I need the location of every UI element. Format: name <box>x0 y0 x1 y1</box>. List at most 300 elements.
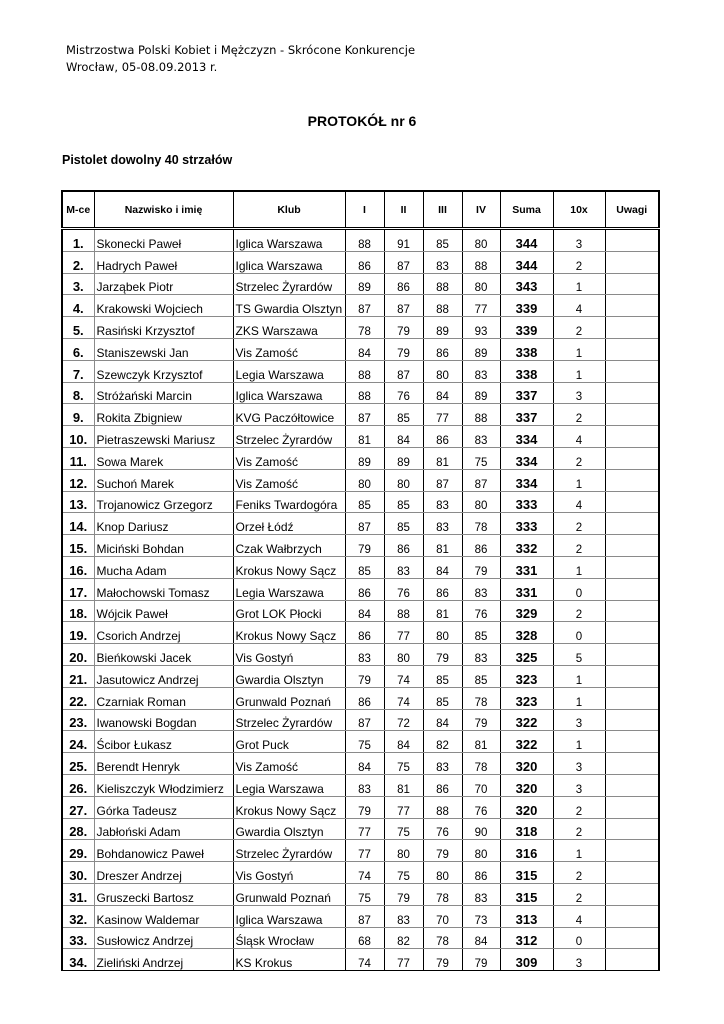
notes-cell <box>605 796 659 818</box>
total-cell: 334 <box>500 447 553 469</box>
series-3-cell: 86 <box>423 426 462 448</box>
name-cell: Wójcik Paweł <box>94 600 233 622</box>
series-2-cell: 83 <box>384 556 423 578</box>
series-2-cell: 74 <box>384 665 423 687</box>
series-4-cell: 93 <box>462 317 500 339</box>
club-cell: Feniks Twardogóra <box>233 491 345 513</box>
series-4-cell: 75 <box>462 447 500 469</box>
series-3-cell: 79 <box>423 949 462 971</box>
series-3-cell: 83 <box>423 753 462 775</box>
series-2-cell: 77 <box>384 949 423 971</box>
series-1-cell: 84 <box>345 338 384 360</box>
series-3-cell: 83 <box>423 513 462 535</box>
place-cell: 15. <box>62 535 94 557</box>
series-2-cell: 80 <box>384 840 423 862</box>
club-cell: Gwardia Olsztyn <box>233 665 345 687</box>
series-3-cell: 79 <box>423 840 462 862</box>
total-cell: 328 <box>500 622 553 644</box>
series-2-cell: 85 <box>384 491 423 513</box>
series-2-cell: 83 <box>384 905 423 927</box>
table-row <box>62 927 659 949</box>
total-cell: 320 <box>500 796 553 818</box>
series-1-cell: 83 <box>345 644 384 666</box>
series-2-cell: 87 <box>384 295 423 317</box>
club-cell: TS Gwardia Olsztyn <box>233 295 345 317</box>
total-cell: 315 <box>500 862 553 884</box>
club-cell: Legia Warszawa <box>233 578 345 600</box>
table-row <box>62 513 659 535</box>
series-1-cell: 86 <box>345 687 384 709</box>
series-3-cell: 86 <box>423 338 462 360</box>
name-cell: Berendt Henryk <box>94 753 233 775</box>
total-cell: 323 <box>500 665 553 687</box>
total-cell: 334 <box>500 469 553 491</box>
inner-tens-cell: 0 <box>553 622 605 644</box>
name-cell: Zieliński Andrzej <box>94 949 233 971</box>
notes-cell <box>605 295 659 317</box>
inner-tens-cell: 2 <box>553 818 605 840</box>
place-cell: 33. <box>62 927 94 949</box>
table-row <box>62 796 659 818</box>
series-2-cell: 79 <box>384 883 423 905</box>
club-cell: Orzeł Łódź <box>233 513 345 535</box>
name-cell: Małochowski Tomasz <box>94 578 233 600</box>
inner-tens-cell: 1 <box>553 556 605 578</box>
inner-tens-cell: 4 <box>553 905 605 927</box>
series-2-cell: 76 <box>384 382 423 404</box>
club-cell: Vis Zamość <box>233 753 345 775</box>
name-cell: Rasiński Krzysztof <box>94 317 233 339</box>
table-row <box>62 469 659 491</box>
series-2-cell: 87 <box>384 251 423 273</box>
series-4-cell: 83 <box>462 360 500 382</box>
notes-cell <box>605 578 659 600</box>
club-cell: Strzelec Żyrardów <box>233 426 345 448</box>
results-body <box>62 229 659 971</box>
series-4-cell: 78 <box>462 687 500 709</box>
series-4-cell: 73 <box>462 905 500 927</box>
series-1-cell: 84 <box>345 600 384 622</box>
place-cell: 19. <box>62 622 94 644</box>
series-2-cell: 75 <box>384 862 423 884</box>
place-cell: 18. <box>62 600 94 622</box>
series-2-cell: 79 <box>384 317 423 339</box>
column-header-series-4: IV <box>462 191 500 229</box>
series-3-cell: 85 <box>423 687 462 709</box>
notes-cell <box>605 251 659 273</box>
place-cell: 21. <box>62 665 94 687</box>
series-2-cell: 77 <box>384 796 423 818</box>
table-row <box>62 535 659 557</box>
series-4-cell: 77 <box>462 295 500 317</box>
series-4-cell: 86 <box>462 535 500 557</box>
place-cell: 11. <box>62 447 94 469</box>
inner-tens-cell: 3 <box>553 229 605 252</box>
place-cell: 12. <box>62 469 94 491</box>
notes-cell <box>605 447 659 469</box>
series-4-cell: 83 <box>462 644 500 666</box>
name-cell: Sowa Marek <box>94 447 233 469</box>
series-4-cell: 70 <box>462 774 500 796</box>
series-3-cell: 80 <box>423 360 462 382</box>
inner-tens-cell: 4 <box>553 295 605 317</box>
total-cell: 320 <box>500 774 553 796</box>
name-cell: Bieńkowski Jacek <box>94 644 233 666</box>
total-cell: 329 <box>500 600 553 622</box>
series-3-cell: 88 <box>423 796 462 818</box>
notes-cell <box>605 491 659 513</box>
series-4-cell: 83 <box>462 883 500 905</box>
table-row <box>62 338 659 360</box>
table-row <box>62 600 659 622</box>
table-row <box>62 426 659 448</box>
place-cell: 20. <box>62 644 94 666</box>
notes-cell <box>605 883 659 905</box>
notes-cell <box>605 622 659 644</box>
series-3-cell: 70 <box>423 905 462 927</box>
series-1-cell: 87 <box>345 709 384 731</box>
total-cell: 339 <box>500 295 553 317</box>
place-cell: 27. <box>62 796 94 818</box>
inner-tens-cell: 4 <box>553 491 605 513</box>
club-cell: Strzelec Żyrardów <box>233 709 345 731</box>
table-row <box>62 622 659 644</box>
name-cell: Hadrych Paweł <box>94 251 233 273</box>
name-cell: Suchoń Marek <box>94 469 233 491</box>
table-row <box>62 753 659 775</box>
place-cell: 23. <box>62 709 94 731</box>
series-1-cell: 75 <box>345 731 384 753</box>
total-cell: 333 <box>500 491 553 513</box>
table-row <box>62 295 659 317</box>
name-cell: Mucha Adam <box>94 556 233 578</box>
name-cell: Csorich Andrzej <box>94 622 233 644</box>
series-3-cell: 84 <box>423 709 462 731</box>
table-row <box>62 665 659 687</box>
series-4-cell: 79 <box>462 556 500 578</box>
inner-tens-cell: 1 <box>553 469 605 491</box>
table-row <box>62 774 659 796</box>
table-row <box>62 949 659 971</box>
series-3-cell: 80 <box>423 862 462 884</box>
notes-cell <box>605 665 659 687</box>
club-cell: Iglica Warszawa <box>233 382 345 404</box>
table-row <box>62 251 659 273</box>
notes-cell <box>605 862 659 884</box>
place-cell: 24. <box>62 731 94 753</box>
document-header <box>66 42 415 76</box>
series-4-cell: 80 <box>462 273 500 295</box>
table-row <box>62 578 659 600</box>
total-cell: 323 <box>500 687 553 709</box>
place-cell: 7. <box>62 360 94 382</box>
series-1-cell: 79 <box>345 796 384 818</box>
name-cell: Krakowski Wojciech <box>94 295 233 317</box>
notes-cell <box>605 535 659 557</box>
name-cell: Miciński Bohdan <box>94 535 233 557</box>
place-cell: 17. <box>62 578 94 600</box>
place-cell: 28. <box>62 818 94 840</box>
notes-cell <box>605 687 659 709</box>
series-3-cell: 80 <box>423 622 462 644</box>
inner-tens-cell: 2 <box>553 317 605 339</box>
series-4-cell: 84 <box>462 927 500 949</box>
series-3-cell: 81 <box>423 535 462 557</box>
series-1-cell: 77 <box>345 818 384 840</box>
inner-tens-cell: 1 <box>553 687 605 709</box>
total-cell: 309 <box>500 949 553 971</box>
notes-cell <box>605 426 659 448</box>
event-location-date: Wrocław, 05-08.09.2013 r. <box>66 60 218 74</box>
inner-tens-cell: 5 <box>553 644 605 666</box>
inner-tens-cell: 2 <box>553 883 605 905</box>
column-header-series-2: II <box>384 191 423 229</box>
name-cell: Bohdanowicz Paweł <box>94 840 233 862</box>
name-cell: Jabłoński Adam <box>94 818 233 840</box>
name-cell: Dreszer Andrzej <box>94 862 233 884</box>
place-cell: 10. <box>62 426 94 448</box>
club-cell: Legia Warszawa <box>233 774 345 796</box>
series-4-cell: 78 <box>462 513 500 535</box>
place-cell: 32. <box>62 905 94 927</box>
series-1-cell: 88 <box>345 382 384 404</box>
inner-tens-cell: 1 <box>553 840 605 862</box>
series-1-cell: 79 <box>345 665 384 687</box>
series-1-cell: 87 <box>345 905 384 927</box>
name-cell: Trojanowicz Grzegorz <box>94 491 233 513</box>
name-cell: Iwanowski Bogdan <box>94 709 233 731</box>
notes-cell <box>605 949 659 971</box>
series-4-cell: 80 <box>462 229 500 252</box>
inner-tens-cell: 1 <box>553 338 605 360</box>
place-cell: 3. <box>62 273 94 295</box>
series-2-cell: 85 <box>384 404 423 426</box>
series-1-cell: 68 <box>345 927 384 949</box>
series-4-cell: 86 <box>462 862 500 884</box>
series-2-cell: 84 <box>384 426 423 448</box>
place-cell: 22. <box>62 687 94 709</box>
series-4-cell: 87 <box>462 469 500 491</box>
inner-tens-cell: 0 <box>553 578 605 600</box>
series-3-cell: 89 <box>423 317 462 339</box>
club-cell: Grunwald Poznań <box>233 687 345 709</box>
table-row <box>62 317 659 339</box>
inner-tens-cell: 3 <box>553 753 605 775</box>
series-3-cell: 85 <box>423 229 462 252</box>
series-4-cell: 89 <box>462 338 500 360</box>
series-3-cell: 87 <box>423 469 462 491</box>
series-2-cell: 80 <box>384 469 423 491</box>
notes-cell <box>605 513 659 535</box>
series-1-cell: 86 <box>345 578 384 600</box>
total-cell: 322 <box>500 709 553 731</box>
notes-cell <box>605 731 659 753</box>
series-4-cell: 78 <box>462 753 500 775</box>
total-cell: 334 <box>500 426 553 448</box>
series-4-cell: 83 <box>462 426 500 448</box>
place-cell: 2. <box>62 251 94 273</box>
club-cell: Krokus Nowy Sącz <box>233 622 345 644</box>
series-4-cell: 81 <box>462 731 500 753</box>
series-2-cell: 81 <box>384 774 423 796</box>
series-3-cell: 83 <box>423 251 462 273</box>
club-cell: Gwardia Olsztyn <box>233 818 345 840</box>
series-3-cell: 84 <box>423 556 462 578</box>
notes-cell <box>605 905 659 927</box>
inner-tens-cell: 2 <box>553 862 605 884</box>
notes-cell <box>605 382 659 404</box>
series-1-cell: 84 <box>345 753 384 775</box>
series-1-cell: 74 <box>345 949 384 971</box>
column-header-club: Klub <box>233 191 345 229</box>
series-1-cell: 86 <box>345 251 384 273</box>
notes-cell <box>605 818 659 840</box>
series-1-cell: 77 <box>345 840 384 862</box>
series-4-cell: 76 <box>462 600 500 622</box>
table-row <box>62 447 659 469</box>
inner-tens-cell: 2 <box>553 600 605 622</box>
table-row <box>62 556 659 578</box>
name-cell: Górka Tadeusz <box>94 796 233 818</box>
series-3-cell: 77 <box>423 404 462 426</box>
series-2-cell: 79 <box>384 338 423 360</box>
series-1-cell: 80 <box>345 469 384 491</box>
series-2-cell: 75 <box>384 818 423 840</box>
series-3-cell: 86 <box>423 774 462 796</box>
series-2-cell: 82 <box>384 927 423 949</box>
inner-tens-cell: 4 <box>553 426 605 448</box>
notes-cell <box>605 774 659 796</box>
table-row <box>62 273 659 295</box>
inner-tens-cell: 3 <box>553 709 605 731</box>
series-1-cell: 87 <box>345 295 384 317</box>
series-3-cell: 84 <box>423 382 462 404</box>
series-3-cell: 86 <box>423 578 462 600</box>
series-1-cell: 75 <box>345 883 384 905</box>
club-cell: Vis Zamość <box>233 338 345 360</box>
table-row <box>62 360 659 382</box>
club-cell: Grunwald Poznań <box>233 883 345 905</box>
club-cell: Grot Puck <box>233 731 345 753</box>
place-cell: 9. <box>62 404 94 426</box>
place-cell: 29. <box>62 840 94 862</box>
series-1-cell: 83 <box>345 774 384 796</box>
series-1-cell: 78 <box>345 317 384 339</box>
series-4-cell: 85 <box>462 665 500 687</box>
club-cell: Vis Zamość <box>233 469 345 491</box>
table-row <box>62 731 659 753</box>
series-1-cell: 89 <box>345 273 384 295</box>
series-4-cell: 80 <box>462 491 500 513</box>
total-cell: 322 <box>500 731 553 753</box>
series-4-cell: 79 <box>462 709 500 731</box>
table-row <box>62 862 659 884</box>
total-cell: 339 <box>500 317 553 339</box>
table-row <box>62 709 659 731</box>
results-table <box>61 190 660 971</box>
notes-cell <box>605 273 659 295</box>
place-cell: 16. <box>62 556 94 578</box>
series-3-cell: 83 <box>423 491 462 513</box>
total-cell: 332 <box>500 535 553 557</box>
inner-tens-cell: 3 <box>553 774 605 796</box>
total-cell: 313 <box>500 905 553 927</box>
column-header-inner-tens: 10x <box>553 191 605 229</box>
table-row <box>62 818 659 840</box>
series-3-cell: 88 <box>423 295 462 317</box>
series-3-cell: 79 <box>423 644 462 666</box>
notes-cell <box>605 600 659 622</box>
total-cell: 333 <box>500 513 553 535</box>
place-cell: 6. <box>62 338 94 360</box>
series-1-cell: 87 <box>345 513 384 535</box>
total-cell: 312 <box>500 927 553 949</box>
notes-cell <box>605 229 659 252</box>
name-cell: Rokita Zbigniew <box>94 404 233 426</box>
place-cell: 5. <box>62 317 94 339</box>
series-1-cell: 86 <box>345 622 384 644</box>
inner-tens-cell: 2 <box>553 447 605 469</box>
column-header-series-3: III <box>423 191 462 229</box>
inner-tens-cell: 2 <box>553 535 605 557</box>
place-cell: 30. <box>62 862 94 884</box>
total-cell: 331 <box>500 556 553 578</box>
club-cell: Vis Zamość <box>233 447 345 469</box>
club-cell: Strzelec Żyrardów <box>233 273 345 295</box>
series-1-cell: 85 <box>345 491 384 513</box>
notes-cell <box>605 317 659 339</box>
name-cell: Knop Dariusz <box>94 513 233 535</box>
series-3-cell: 82 <box>423 731 462 753</box>
notes-cell <box>605 927 659 949</box>
series-3-cell: 81 <box>423 447 462 469</box>
notes-cell <box>605 360 659 382</box>
series-2-cell: 88 <box>384 600 423 622</box>
total-cell: 337 <box>500 404 553 426</box>
inner-tens-cell: 1 <box>553 665 605 687</box>
name-cell: Stróżański Marcin <box>94 382 233 404</box>
name-cell: Kieliszczyk Włodzimierz <box>94 774 233 796</box>
club-cell: Legia Warszawa <box>233 360 345 382</box>
name-cell: Susłowicz Andrzej <box>94 927 233 949</box>
column-header-place: M-ce <box>62 191 94 229</box>
series-2-cell: 80 <box>384 644 423 666</box>
total-cell: 331 <box>500 578 553 600</box>
place-cell: 25. <box>62 753 94 775</box>
club-cell: Krokus Nowy Sącz <box>233 796 345 818</box>
table-row <box>62 229 659 252</box>
series-2-cell: 84 <box>384 731 423 753</box>
club-cell: Śląsk Wrocław <box>233 927 345 949</box>
series-4-cell: 83 <box>462 578 500 600</box>
event-name: Mistrzostwa Polski Kobiet i Mężczyzn - Skrócone Konkurencje <box>66 43 416 57</box>
series-1-cell: 87 <box>345 404 384 426</box>
series-3-cell: 85 <box>423 665 462 687</box>
inner-tens-cell: 3 <box>553 949 605 971</box>
total-cell: 343 <box>500 273 553 295</box>
club-cell: KVG Paczółtowice <box>233 404 345 426</box>
name-cell: Staniszewski Jan <box>94 338 233 360</box>
total-cell: 338 <box>500 338 553 360</box>
club-cell: Strzelec Żyrardów <box>233 840 345 862</box>
protocol-title: PROTOKÓŁ nr 6 <box>307 113 417 129</box>
name-cell: Jarząbek Piotr <box>94 273 233 295</box>
series-1-cell: 79 <box>345 535 384 557</box>
place-cell: 13. <box>62 491 94 513</box>
table-row <box>62 404 659 426</box>
column-header-notes: Uwagi <box>605 191 659 229</box>
series-3-cell: 88 <box>423 273 462 295</box>
